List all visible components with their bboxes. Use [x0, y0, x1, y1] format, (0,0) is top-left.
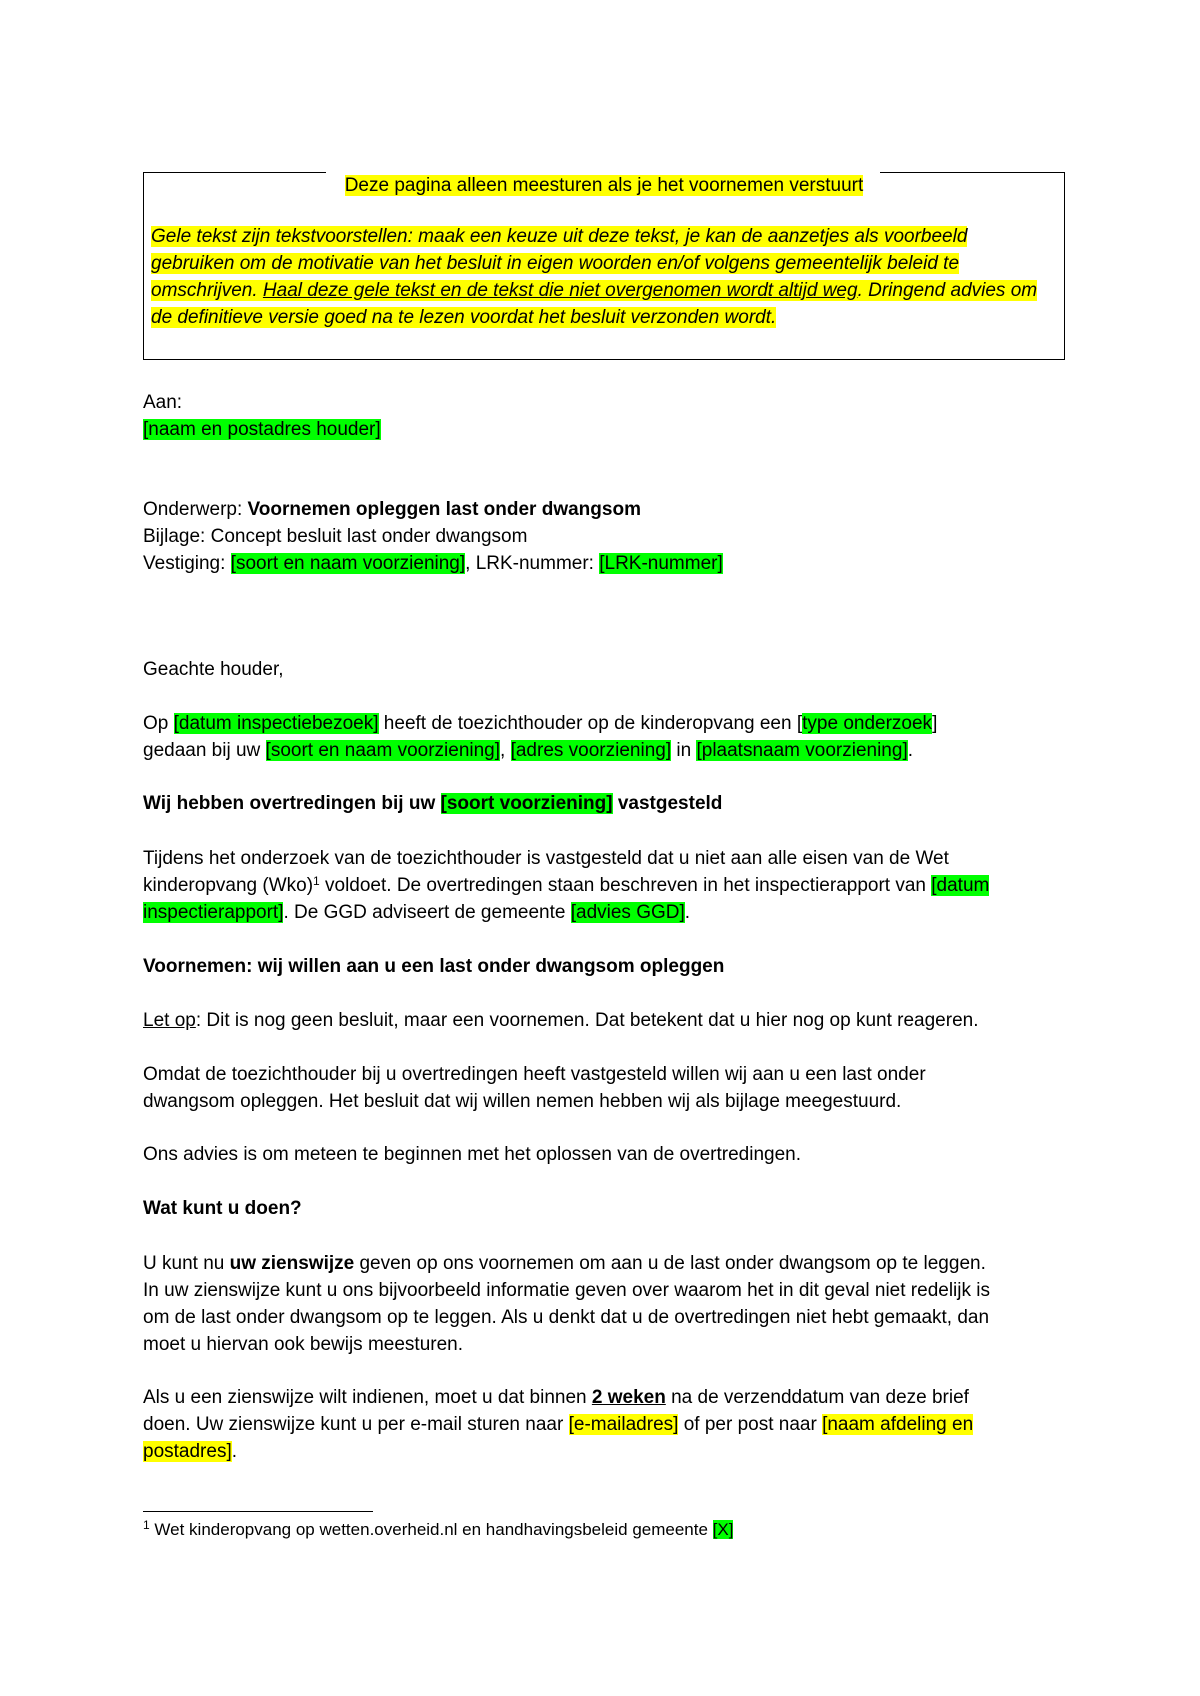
footnote-separator [143, 1511, 373, 1512]
submit-line-1: Als u een zienswijze wilt indienen, moet u dat binnen 2 weken na de verzenddatum van deze brief [143, 1387, 969, 1408]
findings-line-2: kinderopvang (Wko)$^1$ voldoet. De overtredingen staan beschreven in het inspectierapport van [datum [143, 874, 990, 896]
options-line-4: moet u hiervan ook bewijs meesturen. [143, 1334, 463, 1355]
notice-box-body: Gele tekst zijn tekstvoorstellen: maak een keuze uit deze tekst, je kan de aanzetjes als voorbeeld gebruiken om de motivatie van het besluit in eigen woorden en/of volgens gemeentelijk beleid te omschrijven. Haal deze gele tekst en de tekst die niet overgenomen wordt altijd weg. Dringend advies om de definitieve versie goed na te lezen voordat het besluit verzonden wordt. [151, 226, 1038, 328]
heading-what-can-you-do: Wat kunt u doen? [143, 1198, 302, 1219]
intro-line-1: Op [datum inspectiebezoek] heeft de toezichthouder op de kinderopvang een [type onderzoek] [143, 713, 938, 734]
location-line: Vestiging: [soort en naam voorziening], LRK-nummer: [LRK-nummer] [143, 553, 723, 574]
intro-line-2: gedaan bij uw [soort en naam voorziening], [adres voorziening] in [plaatsnaam voorziening]. [143, 740, 914, 761]
note-line: Let op: Dit is nog geen besluit, maar een voornemen. Dat betekent dat u hier nog op kunt reageren. [143, 1010, 979, 1031]
address-placeholder: [naam en postadres houder] [143, 419, 381, 440]
heading-violations: Wij hebben overtredingen bij uw [soort voorziening] vastgesteld [143, 793, 723, 814]
reason-line-1: Omdat de toezichthouder bij u overtredingen heeft vastgesteld willen wij aan u een last onder [143, 1064, 926, 1085]
attachment-line: Bijlage: Concept besluit last onder dwangsom [143, 526, 528, 547]
notice-box-title: Deze pagina alleen meesturen als je het voornemen verstuurt [344, 175, 864, 196]
heading-intention: Voornemen: wij willen aan u een last onder dwangsom opleggen [143, 956, 725, 977]
submit-line-2: doen. Uw zienswijze kunt u per e-mail sturen naar [e-mailadres] of per post naar [naam afdeling en [143, 1414, 974, 1435]
reason-line-2: dwangsom opleggen. Het besluit dat wij willen nemen hebben wij als bijlage meegestuurd. [143, 1091, 902, 1112]
advice-line: Ons advies is om meteen te beginnen met het oplossen van de overtredingen. [143, 1144, 802, 1165]
submit-line-3: postadres]. [143, 1441, 238, 1462]
options-line-1: U kunt nu uw zienswijze geven op ons voornemen om aan u de last onder dwangsom op te leggen. [143, 1253, 986, 1274]
options-line-2: In uw zienswijze kunt u ons bijvoorbeeld informatie geven over waarom het in dit geval niet redelijk is [143, 1280, 990, 1301]
footnote: $^1$ Wet kinderopvang op wetten.overheid.nl en handhavingsbeleid gemeente [X] [143, 1518, 734, 1539]
salutation: Geachte houder, [143, 659, 284, 680]
options-line-3: om de last onder dwangsom op te leggen. Als u denkt dat u de overtredingen niet hebt gemaakt, dan [143, 1307, 990, 1328]
subject-line: Onderwerp: Voornemen opleggen last onder dwangsom [143, 499, 641, 520]
footnote-reference: 1 [313, 874, 320, 888]
findings-line-3: inspectierapport]. De GGD adviseert de gemeente [advies GGD]. [143, 902, 691, 923]
address-label: Aan: [143, 392, 183, 413]
findings-line-1: Tijdens het onderzoek van de toezichthouder is vastgesteld dat u niet aan alle eisen van de Wet [143, 848, 949, 869]
